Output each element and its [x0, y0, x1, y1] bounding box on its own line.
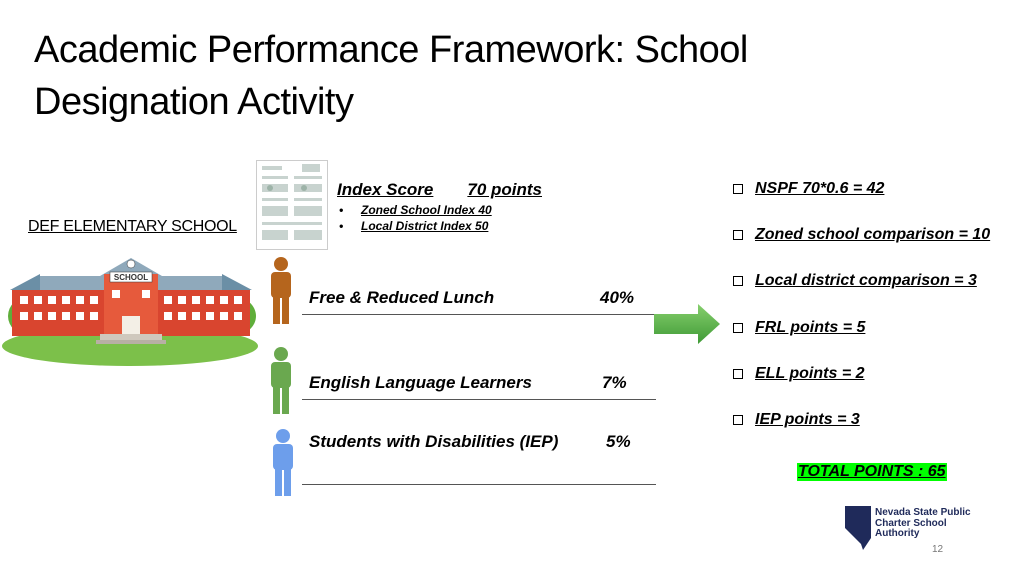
index-score-bullets [337, 202, 542, 234]
stat-row-ell [302, 371, 656, 400]
page-number: 12 [932, 544, 944, 555]
person-icon-frl [266, 256, 296, 326]
stat-value: 40% [600, 288, 635, 307]
checklist-text: Zoned school comparison = 10 [755, 226, 991, 244]
checkbox-icon [733, 415, 743, 425]
title-line-2: Designation Activity [34, 81, 354, 123]
nevada-state-icon [845, 506, 871, 550]
checkbox-icon [733, 276, 743, 286]
checklist-text: ELL points = 2 [755, 364, 865, 382]
person-icon-iep [268, 428, 298, 498]
index-bullet-district: • Local District Index 50 [337, 218, 542, 234]
school-sign-text: SCHOOL [113, 273, 149, 282]
points-checklist [733, 180, 990, 457]
logo-line-2: Charter School [875, 517, 947, 529]
checkbox-icon [733, 323, 743, 333]
checkbox-icon [733, 230, 743, 240]
index-score-points: 70 points [467, 180, 542, 199]
logo-text [875, 508, 971, 540]
stat-label: Students with Disabilities (IEP) [309, 432, 559, 451]
stat-row-iep [302, 430, 656, 485]
checklist-text: IEP points = 3 [755, 410, 860, 428]
nspcsa-logo [845, 506, 971, 550]
checklist-item [733, 319, 990, 365]
logo-line-1: Nevada State Public [875, 507, 971, 518]
checklist-text: FRL points = 5 [755, 318, 866, 336]
stat-label: Free & Reduced Lunch [309, 288, 495, 307]
right-arrow-icon [654, 302, 722, 346]
school-building-image [0, 246, 262, 370]
checklist-item [733, 272, 990, 318]
index-bullet-zoned: • Zoned School Index 40 [337, 202, 542, 218]
logo-line-3: Authority [875, 528, 920, 539]
checklist-item [733, 411, 990, 457]
title-line-1: Academic Performance Framework: School [34, 29, 748, 71]
checklist-text: NSPF 70*0.6 = 42 [755, 180, 885, 197]
school-name: DEF ELEMENTARY SCHOOL [28, 218, 237, 235]
report-thumbnail-image [256, 160, 328, 250]
index-score-block [337, 180, 542, 234]
checkbox-icon [733, 184, 743, 194]
person-icon-ell [266, 346, 296, 416]
total-points: TOTAL POINTS : 65 [798, 463, 946, 480]
checklist-text: Local district comparison = 3 [755, 272, 977, 290]
index-score-label: Index Score [337, 180, 434, 199]
stat-label: English Language Learners [309, 373, 532, 392]
index-score-heading [337, 180, 542, 200]
checklist-item [733, 365, 990, 411]
checklist-item [733, 226, 990, 272]
stat-value: 5% [606, 432, 631, 451]
stat-row-frl [302, 286, 656, 315]
checkbox-icon [733, 369, 743, 379]
slide-title [34, 24, 894, 128]
stat-value: 7% [602, 373, 627, 392]
checklist-item [733, 180, 990, 226]
